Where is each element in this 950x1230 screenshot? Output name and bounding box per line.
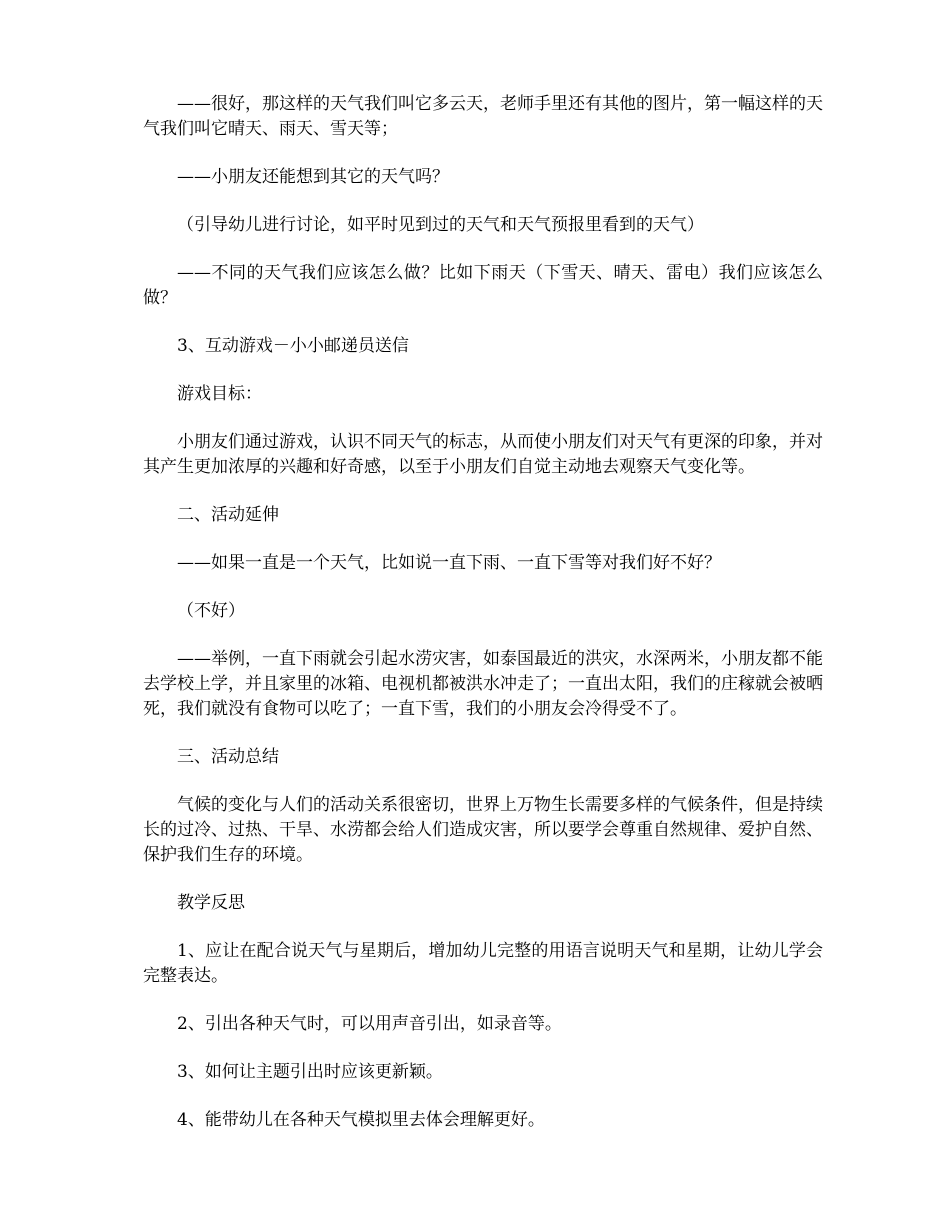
paragraph: （引导幼儿进行讨论，如平时见到过的天气和天气预报里看到的天气） <box>177 215 704 235</box>
document-body <box>143 92 823 1156</box>
section-heading: 二、活动延伸 <box>177 505 279 525</box>
paragraph: ——如果一直是一个天气，比如说一直下雨、一直下雪等对我们好不好？ <box>177 553 721 573</box>
paragraph: ——举例，一直下雨就会引起水涝灾害，如泰国最近的洪灾，水深两米，小朋友都不能去学校上学，并且家里的冰箱、电视机都被洪水冲走了；一直出太阳，我们的庄稼就会被晒死，我们就没有食物可以吃了；一直下雪，我们的小朋友会冷得受不了。 <box>143 649 823 719</box>
paragraph: 气候的变化与人们的活动关系很密切，世界上万物生长需要多样的气候条件，但是持续长的过冷、过热、干旱、水涝都会给人们造成灾害，所以要学会尊重自然规律、爱护自然、保护我们生存的环境。 <box>143 795 823 865</box>
list-item: 2、引出各种天气时，可以用声音引出，如录音等。 <box>177 1014 562 1034</box>
section-heading: 三、活动总结 <box>177 747 279 767</box>
paragraph: 游戏目标： <box>177 384 262 404</box>
paragraph: ——很好，那这样的天气我们叫它多云天，老师手里还有其他的图片，第一幅这样的天气我们叫它晴天、雨天、雪天等； <box>143 94 823 139</box>
paragraph: 小朋友们通过游戏，认识不同天气的标志，从而使小朋友们对天气有更深的印象，并对其产生更加浓厚的兴趣和好奇感，以至于小朋友们自觉主动地去观察天气变化等。 <box>143 432 823 477</box>
section-heading: 3、互动游戏－小小邮递员送信 <box>177 336 409 356</box>
list-item: 3、如何让主题引出时应该更新颖。 <box>177 1062 443 1082</box>
list-item: 4、能带幼儿在各种天气模拟里去体会理解更好。 <box>177 1110 545 1130</box>
list-item: 1、应让在配合说天气与星期后，增加幼儿完整的用语言说明天气和星期，让幼儿学会完整表达。 <box>143 941 823 986</box>
paragraph: （不好） <box>177 601 245 621</box>
paragraph: ——小朋友还能想到其它的天气吗？ <box>177 167 449 187</box>
paragraph: ——不同的天气我们应该怎么做？比如下雨天（下雪天、晴天、雷电）我们应该怎么做？ <box>143 263 823 308</box>
section-heading: 教学反思 <box>177 893 245 913</box>
